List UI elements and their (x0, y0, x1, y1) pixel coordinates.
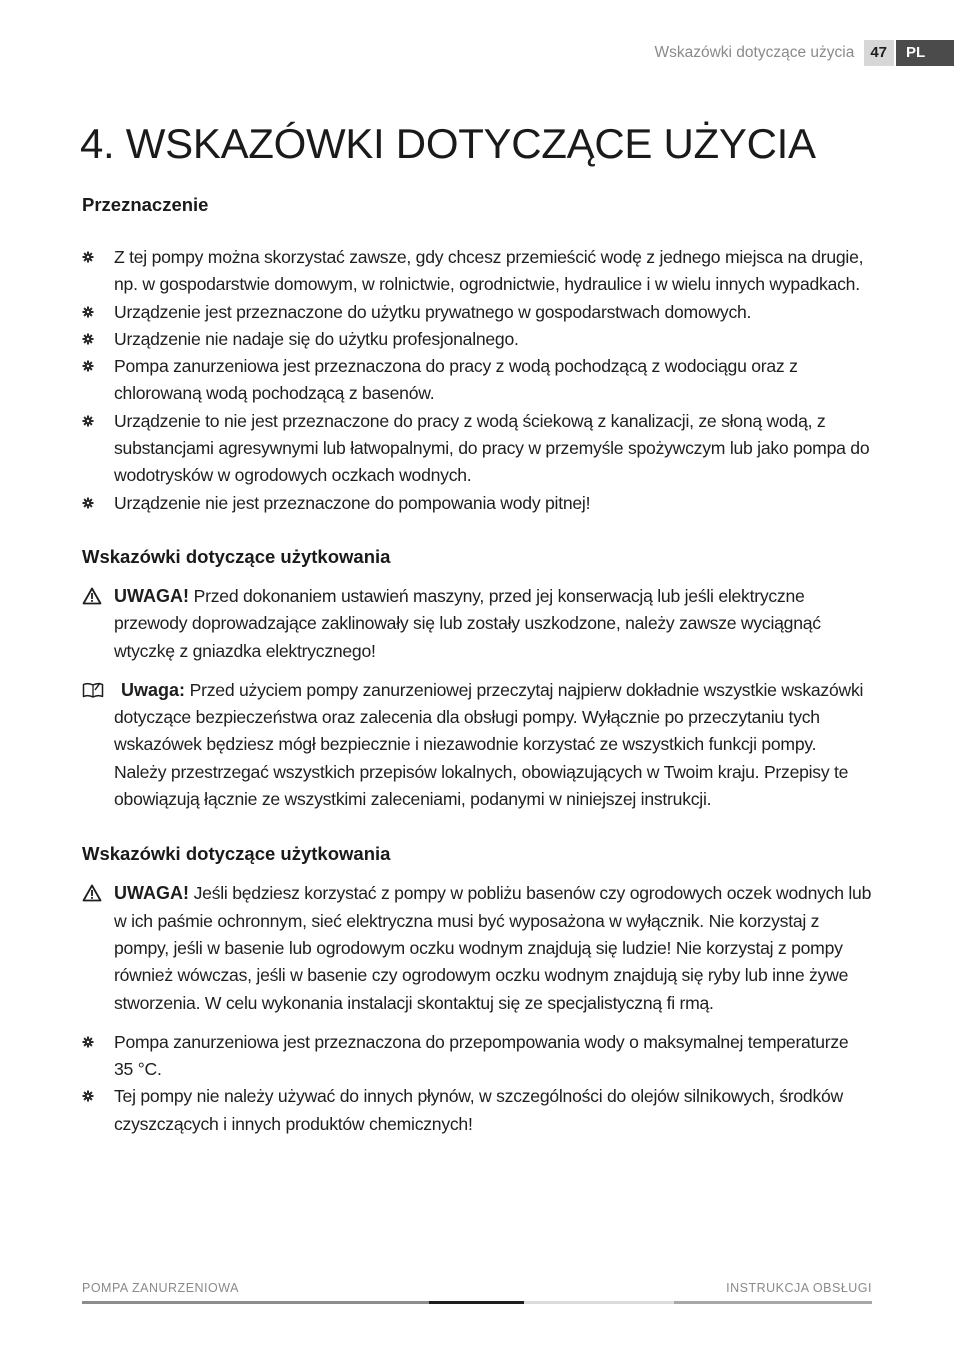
list-item (82, 244, 872, 299)
page-header (654, 40, 954, 66)
list-item (82, 490, 872, 517)
footer-divider-segment (674, 1301, 872, 1304)
footer-product-name: POMPA ZANURZENIOWA (82, 1281, 239, 1295)
list-item (82, 326, 872, 353)
gear-bullet-icon (82, 333, 94, 345)
list-item-text: Urządzenie to nie jest przeznaczone do pracy z wodą ściekową z kanalizacji, ze słoną wodą, z substancjami agresywnymi lub łatwopalnymi, do pracy w przemyśle spożywczym lub jako pompa do wodotrysków w ogrodowych oczkach wodnych. (114, 410, 870, 486)
footer-divider (82, 1301, 872, 1304)
main-content (82, 191, 872, 1138)
page-number: 47 (864, 40, 894, 66)
footer-divider-segment (429, 1301, 524, 1304)
gear-bullet-icon (82, 415, 94, 427)
section-heading-usage: Wskazówki dotyczące użytkowania (82, 545, 391, 567)
list-item-text: Pompa zanurzeniowa jest przeznaczona do przepompowania wody o maksymalnej temperaturze 35 °C. (114, 1031, 849, 1080)
open-book-note-icon (82, 681, 104, 699)
running-title: Wskazówki dotyczące użycia (654, 44, 855, 61)
info-note (82, 677, 872, 813)
warning-text: Jeśli będziesz korzystać z pompy w pobliżu basenów czy ogrodowych oczek wodnych lub w ich paśmie ochronnym, sieć elektryczna musi być wyposażona w wyłącznik. Nie korzystaj z pompy, jeśli w basenie lub ogrodowym oczku wodnym znajdują się ludzie! Nie korzystaj z pompy również wówczas, jeśli w basenie czy ogrodowym oczku wodnym znajdują się ryby lub inne żywe stworzenia. W celu wykonania instalacji skontaktuj się ze specjalistyczną fi rmą. (114, 883, 872, 1013)
footer-divider-segment (82, 1301, 429, 1304)
language-badge: PL (896, 40, 954, 66)
warning-label: UWAGA! (114, 883, 189, 904)
warning-text: Przed dokonaniem ustawień maszyny, przed jej konserwacją lub jeśli elektryczne przewody doprowadzające zaklinowały się lub zostały uszkodzone, należy zawsze wyciągnąć wtyczkę z gniazdka elektrycznego! (114, 585, 821, 661)
note-label: Uwaga: (121, 679, 186, 700)
gear-bullet-icon (82, 497, 94, 509)
gear-bullet-icon (82, 1090, 94, 1102)
list-item (82, 299, 872, 326)
warning-label: UWAGA! (114, 585, 189, 606)
section-heading-purpose: Przeznaczenie (82, 194, 209, 215)
list-item (82, 1029, 872, 1084)
warning-triangle-icon (82, 587, 102, 605)
list-item-text: Urządzenie nie jest przeznaczone do pompowania wody pitnej! (114, 492, 591, 513)
list-item (82, 1083, 872, 1138)
footer-divider-segment (524, 1301, 674, 1304)
gear-bullet-icon (82, 360, 94, 372)
list-item (82, 408, 872, 490)
warning-note-2 (82, 880, 872, 1016)
footer-document-name: INSTRUKCJA OBSŁUGI (726, 1281, 872, 1295)
list-item-text: Z tej pompy można skorzystać zawsze, gdy chcesz przemieścić wodę z jednego miejsca na drugie, np. w gospodarstwie domowym, w rolnictwie, ogrodnictwie, hydraulice i w wielu innych wypadkach. (114, 247, 864, 295)
gear-bullet-icon (82, 251, 94, 263)
section-heading-usage-2: Wskazówki dotyczące użytkowania (82, 843, 391, 865)
warning-note (82, 583, 872, 665)
list-item-text: Tej pompy nie należy używać do innych płynów, w szczególności do olejów silnikowych, środków czyszczących i innych produktów chemicznych! (114, 1086, 844, 1134)
page-title: 4. WSKAZÓWKI DOTYCZĄCE UŻYCIA (80, 120, 816, 167)
gear-bullet-icon (82, 306, 94, 318)
list-item-text: Urządzenie nie nadaje się do użytku profesjonalnego. (114, 328, 519, 349)
list-item-text: Urządzenie jest przeznaczone do użytku prywatnego w gospodarstwach domowych. (114, 301, 752, 322)
list-item-text: Pompa zanurzeniowa jest przeznaczona do pracy z wodą pochodzącą z wodociągu oraz z chlorowaną wodą pochodzącą z basenów. (114, 356, 798, 404)
warning-triangle-icon (82, 884, 102, 902)
list-item (82, 353, 872, 408)
gear-bullet-icon (82, 1036, 94, 1048)
purpose-list (82, 244, 872, 517)
usage-list (82, 1029, 872, 1138)
note-text: Przed użyciem pompy zanurzeniowej przeczytaj najpierw dokładnie wszystkie wskazówki dotyczące bezpieczeństwa oraz zalecenia dla obsługi pompy. Wyłącznie po przeczytaniu tych wskazówek będziesz mógł bezpiecznie i niezawodnie korzystać ze wszystkich funkcji pompy. Należy przestrzegać wszystkich przepisów lokalnych, obowiązujących w Twoim kraju. Przepisy te obowiązują łącznie ze wszystkimi zaleceniami, podanymi w niniejszej instrukcji. (114, 679, 864, 810)
